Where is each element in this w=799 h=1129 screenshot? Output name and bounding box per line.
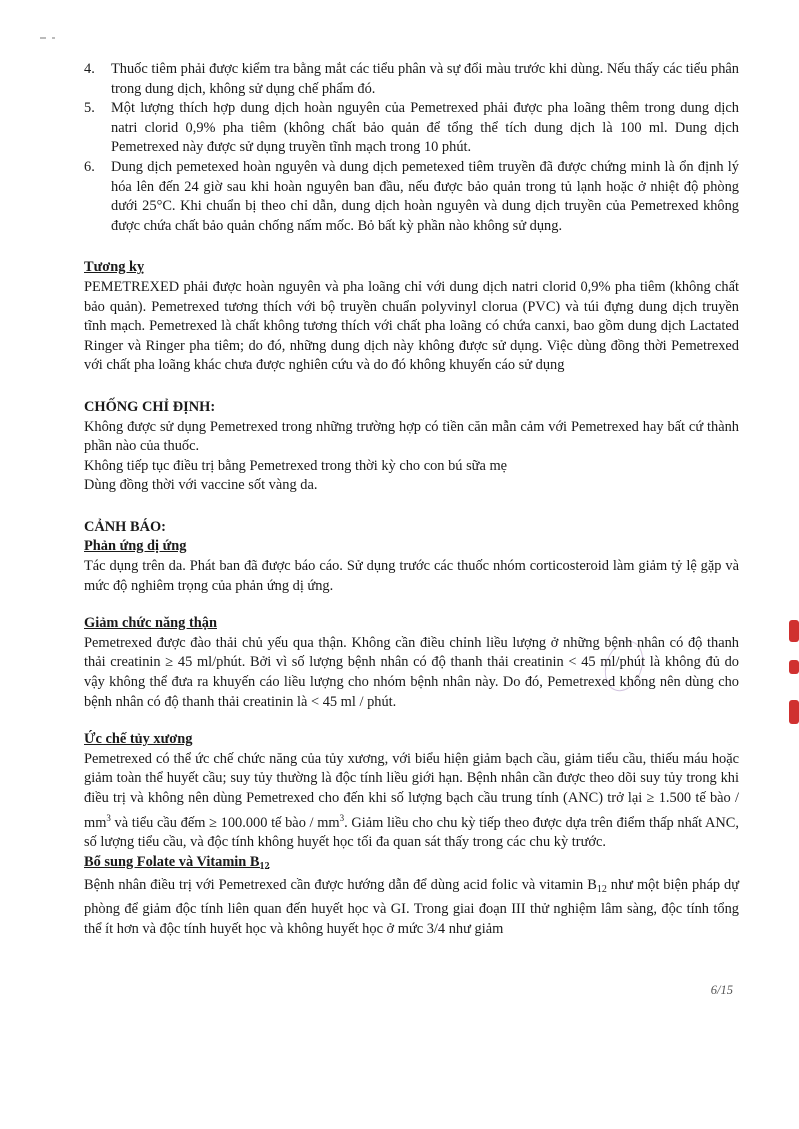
step-number: 4. xyxy=(84,61,95,77)
subsection-tuy-xuong xyxy=(84,730,739,853)
step-6 xyxy=(84,158,739,236)
superscript: 3 xyxy=(339,812,345,823)
step-5 xyxy=(84,99,739,158)
subscript: 12 xyxy=(596,884,607,896)
section-tuong-ky xyxy=(84,258,739,376)
section-text: PEMETREXED phải được hoàn nguyên và pha loãng chỉ với dung dịch natri clorid 0,9% pha tiêm (không chất bảo quản). Pemetrexed tương thích với bộ truyền chuẩn polyvinyl clorua (PVC) và túi đựng dung dịch truyền tĩnh mạch. Pemetrexed là chất không tương thích với chất pha loãng có chứa canxi, bao gồm dung dịch Lactated Ringer và Ringer pha tiêm; do đó, những dung dịch này không được sử dụng. Việc dùng đồng thời Pemetrexed với chất pha loãng khác chưa được nghiên cứu và do đó không khuyến cáo sử dụng xyxy=(84,278,739,374)
scan-speck xyxy=(52,37,55,39)
subscript: 12 xyxy=(259,860,270,872)
section-canh-bao xyxy=(84,518,739,939)
text-run: Pemetrexed có thể ức chế chức năng của tủy xương, với biểu hiện giảm bạch cầu, giảm tiểu cầu, thiếu máu hoặc giảm toàn thể huyết cầu; suy tủy thường là độc tính liều giới hạn. Bệnh nhân cần được theo dõi suy tủy trong khi điều trị và không nên dùng Pemetrexed cho đến khi số lượng bạch cầu trung tính (ANC) trở lại ≥ 1.500 tế bào / mm xyxy=(84,750,739,831)
section-heading: Tương kỵ xyxy=(84,259,145,276)
binding-mark xyxy=(789,660,799,674)
step-text: Một lượng thích hợp dung dịch hoàn nguyên của Pemetrexed phải được pha loãng thêm trong dung dịch natri clorid 0,9% pha tiêm (không chất bảo quản để tổng thể tích dung dịch là 100 ml. Dung dịch Pemetrexed này được sử dụng truyền tĩnh mạch trong 10 phút. xyxy=(111,100,739,156)
text-run: Bổ sung Folate và Vitamin B xyxy=(84,853,260,870)
step-number: 5. xyxy=(84,100,95,117)
subsection-text: Tác dụng trên da. Phát ban đã được báo cáo. Sử dụng trước các thuốc nhóm corticosteroid làm giảm tỷ lệ gặp và mức độ nghiêm trọng của phản ứng dị ứng. xyxy=(84,558,739,594)
section-heading: CẢNH BÁO: xyxy=(84,518,166,535)
document-page xyxy=(84,60,739,939)
text-run: như một biện pháp dự phòng để giảm độc tính liên quan đến huyết học và GI. Trong giai đoạn III thử nghiệm lâm sàng, độc tính tổng thể ít hơn và độc tính huyết học và không huyết học ở mức 3/4 như giảm xyxy=(84,877,740,937)
contraindication-line: Dùng đồng thời với vaccine sốt vàng da. xyxy=(84,477,318,494)
contraindication-line: Không được sử dụng Pemetrexed trong những trường hợp có tiền căn mẫn cảm với Pemetrexed hay bất cứ thành phần nào của thuốc. xyxy=(84,418,739,455)
text-run: . Giảm liều cho chu kỳ tiếp theo được dựa trên điểm thấp nhất ANC, số lượng tiểu cầu, và độc tính không huyết học tối đa quan sát thấy trong các chu kỳ trước. xyxy=(84,814,739,851)
contraindication-line: Không tiếp tục điều trị bằng Pemetrexed trong thời kỳ cho con bú sữa mẹ xyxy=(84,457,508,474)
subsection-than xyxy=(84,614,739,712)
step-number: 6. xyxy=(84,158,95,175)
binding-mark xyxy=(789,700,799,724)
text-run: Bệnh nhân điều trị với Pemetrexed cần được hướng dẫn để dùng acid folic và vitamin B xyxy=(84,877,597,894)
subsection-folate xyxy=(84,853,739,939)
subsection-heading: Ức chế tủy xương xyxy=(84,731,193,748)
page-number: 6/15 xyxy=(710,983,733,997)
subsection-text xyxy=(84,750,739,853)
preparation-steps xyxy=(84,60,739,236)
subsection-heading: Phản ứng dị ứng xyxy=(84,538,187,555)
subsection-text: Pemetrexed được đào thải chủ yếu qua thận. Không cần điều chỉnh liều lượng ở những bệnh nhân có độ thanh thải creatinin ≥ 45 ml/phút. Bởi vì số lượng bệnh nhân có độ thanh thải creatinin < 45 ml/phút là không đủ do vậy không thể đưa ra khuyến cáo liều lượng cho nhóm bệnh nhân này. Do đó, Pemetrexed không nên dùng cho bệnh nhân có độ thanh thải creatinin là < 45 ml / phút. xyxy=(84,634,739,710)
step-text: Thuốc tiêm phải được kiểm tra bằng mắt các tiểu phân và sự đổi màu trước khi dùng. Nếu thấy các tiểu phân trong dung dịch, không sử dụng chế phẩm đó. xyxy=(111,61,739,97)
binding-mark xyxy=(789,620,799,642)
step-4 xyxy=(84,60,739,99)
step-text: Dung dịch pemetexed hoàn nguyên và dung dịch pemetexed tiêm truyền đã được chứng minh là ổn định lý hóa lên đến 24 giờ sau khi hoàn nguyên ban đầu, nếu được bảo quản trong tủ lạnh hoặc ở nhiệt độ phòng dưới 25°C. Khi chuẩn bị theo chỉ dẫn, dung dịch hoàn nguyên và dung dịch truyền của Pemetrexed không được chứa chất bảo quản chống nấm mốc. Bỏ bất kỳ phần nào không sử dụng. xyxy=(111,158,739,234)
subsection-di-ung xyxy=(84,537,739,596)
scan-speck xyxy=(40,37,46,39)
section-chong-chi-dinh xyxy=(84,398,739,496)
subsection-text xyxy=(84,876,739,939)
text-run: và tiểu cầu đếm ≥ 100.000 tế bào / mm xyxy=(110,814,340,831)
subsection-heading: Giảm chức năng thận xyxy=(84,615,217,632)
subsection-heading xyxy=(84,853,739,877)
section-heading: CHỐNG CHỈ ĐỊNH: xyxy=(84,398,216,415)
superscript: 3 xyxy=(106,812,111,823)
